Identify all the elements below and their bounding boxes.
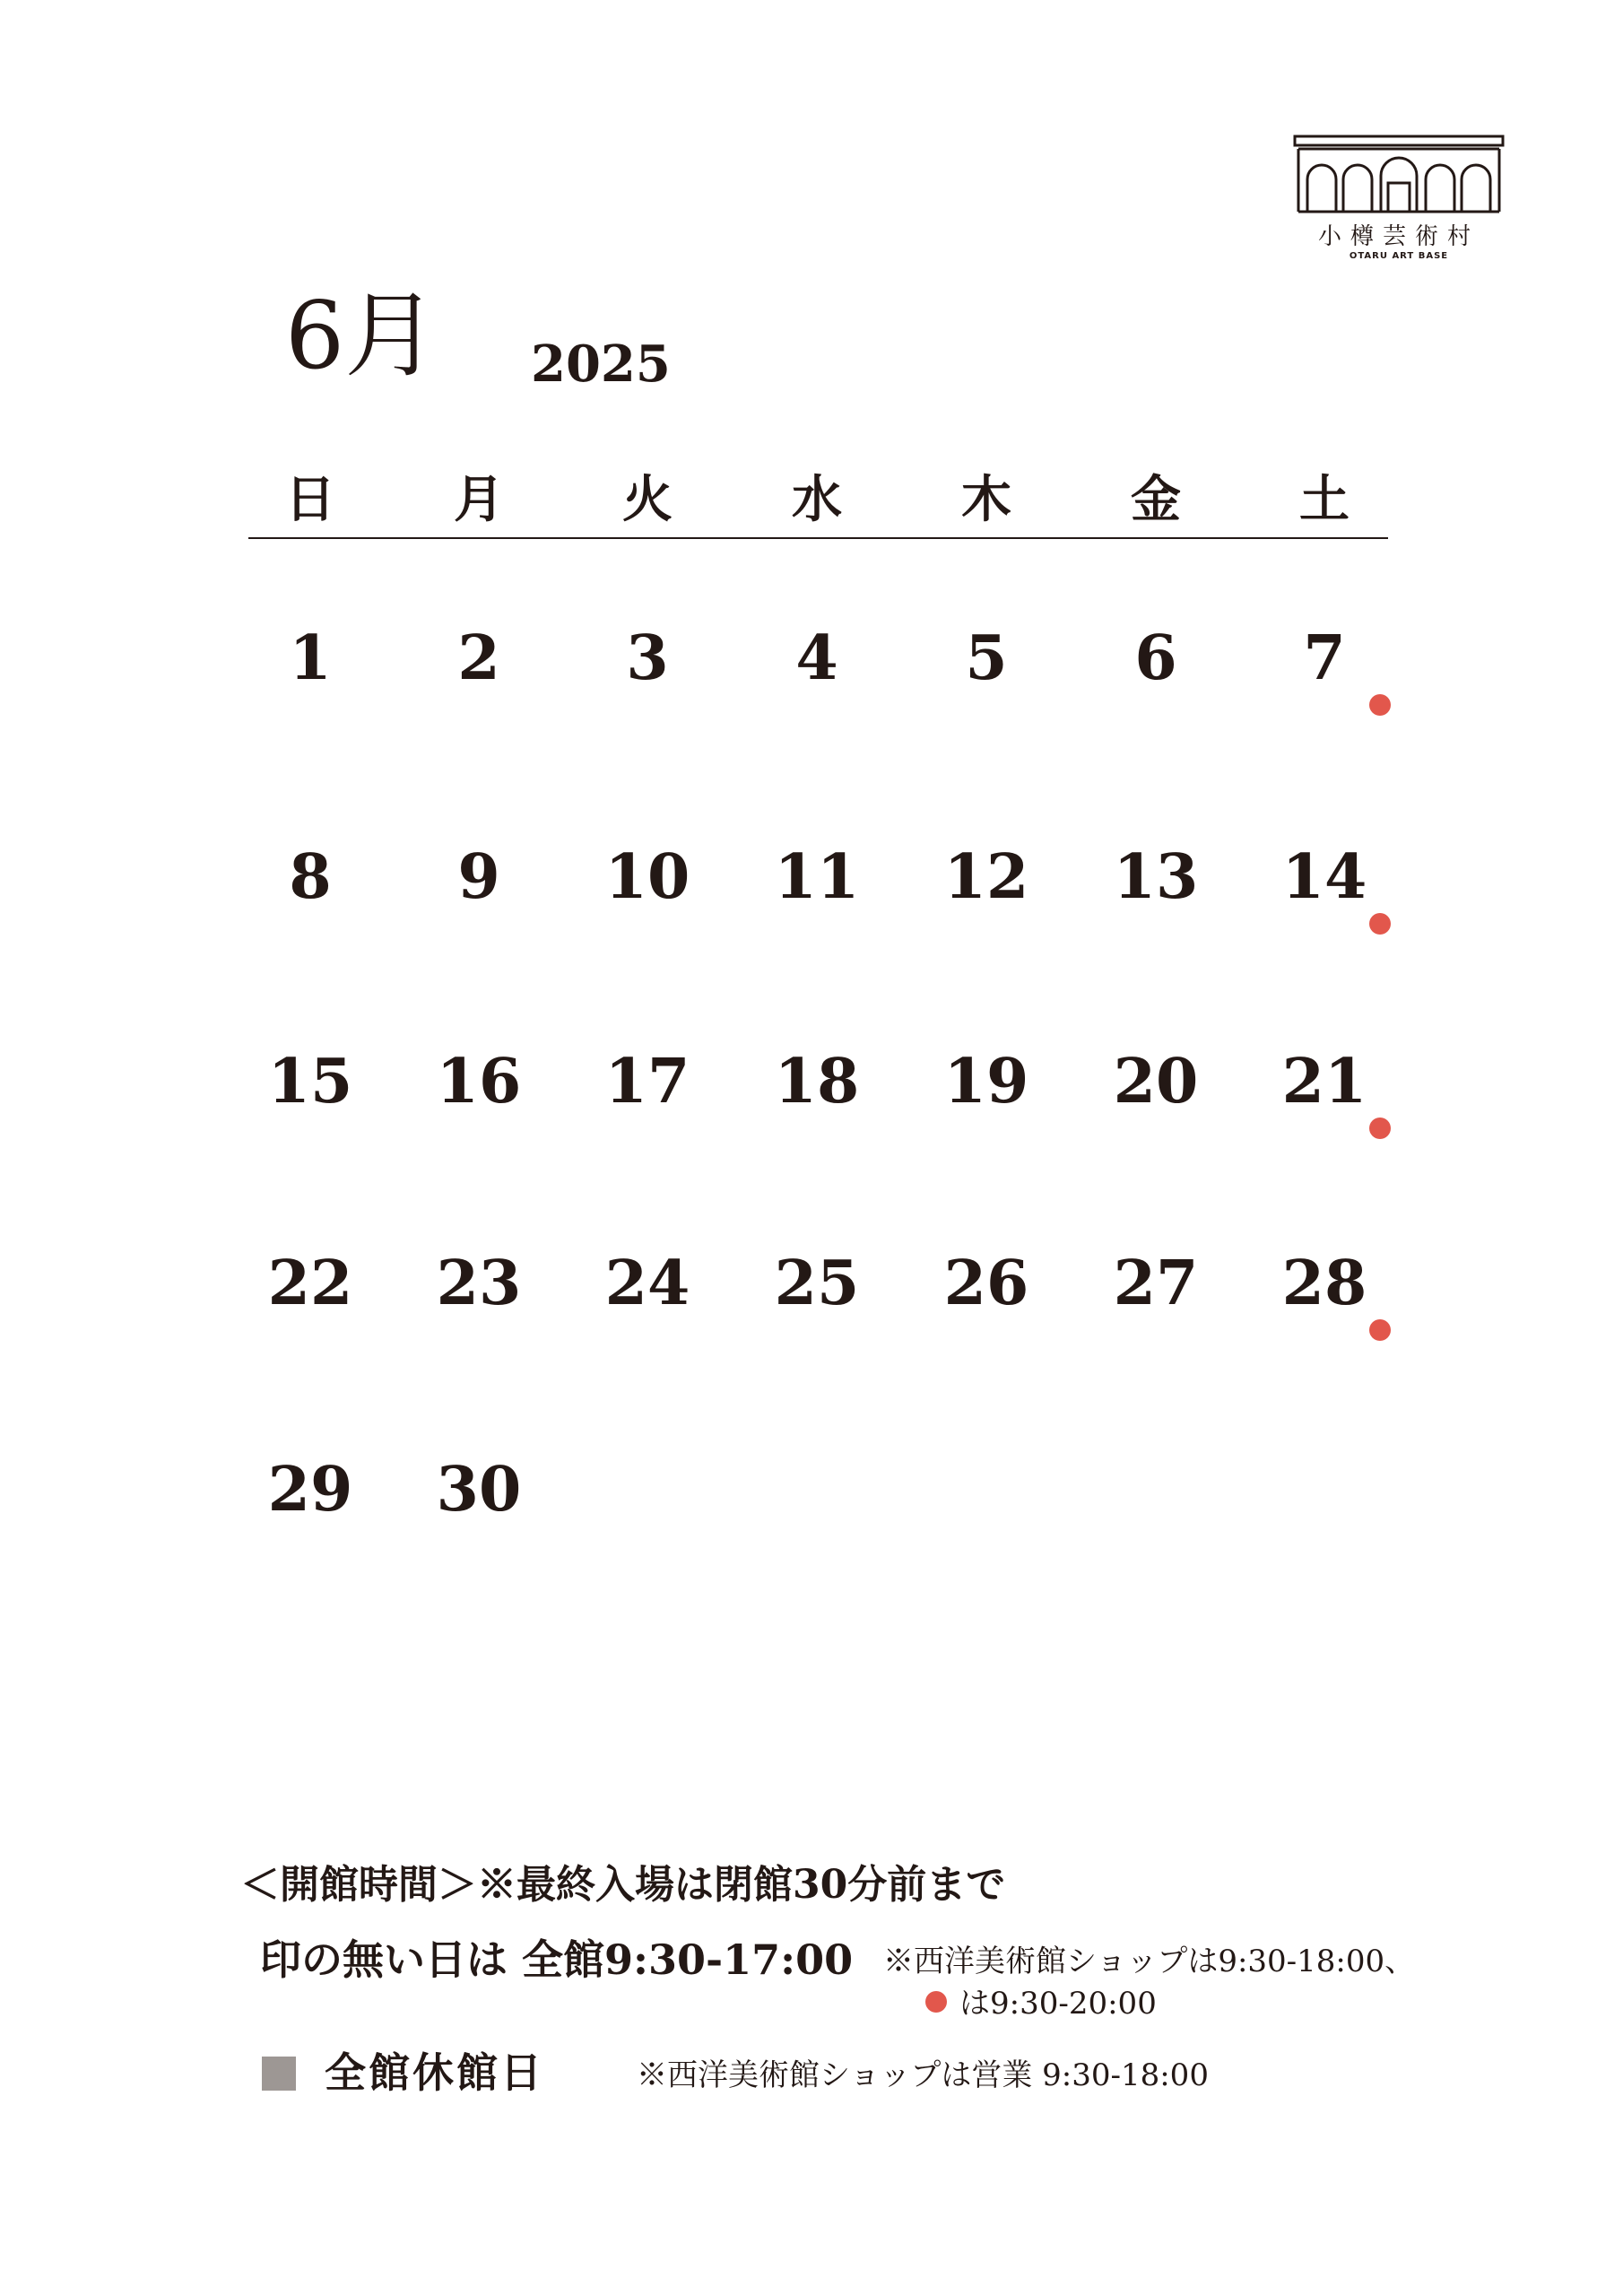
- extended-hours-dot: [1369, 694, 1391, 716]
- day-9: 9: [457, 841, 500, 913]
- extended-hours-dot: [1369, 913, 1391, 935]
- month-title: 6月: [285, 281, 438, 390]
- day-21: 21: [1281, 1046, 1367, 1118]
- day-16: 16: [436, 1046, 522, 1118]
- year-label: 2025: [531, 335, 671, 394]
- day-24: 24: [604, 1248, 690, 1319]
- header-divider: [248, 537, 1388, 539]
- day-5: 5: [965, 622, 1008, 694]
- day-6: 6: [1134, 622, 1177, 694]
- day-11: 11: [774, 841, 860, 913]
- extended-hours-legend-dot: [925, 1991, 947, 2013]
- day-23: 23: [436, 1248, 522, 1319]
- day-14: 14: [1281, 841, 1367, 913]
- day-1: 1: [289, 622, 332, 694]
- opening-hours-heading: ＜開館時間＞※最終入場は閉館30分前まで: [240, 1862, 1006, 1908]
- day-13: 13: [1113, 841, 1199, 913]
- day-17: 17: [604, 1046, 690, 1118]
- weekday-sat: 土: [1299, 470, 1350, 529]
- weekday-mon: 月: [454, 470, 504, 529]
- day-2: 2: [457, 622, 500, 694]
- logo-name-en: OTARU ART BASE: [1349, 251, 1449, 261]
- day-20: 20: [1113, 1046, 1199, 1118]
- extended-hours-note: は9:30-20:00: [959, 1986, 1157, 2022]
- weekday-tue: 火: [622, 470, 673, 529]
- otaru-art-base-logo: [1291, 133, 1506, 267]
- normal-hours-text: 印の無い日は 全館9:30-17:00: [260, 1935, 854, 1984]
- building-icon: [1291, 133, 1506, 218]
- day-26: 26: [943, 1248, 1029, 1319]
- extended-hours-dot: [1369, 1319, 1391, 1341]
- day-4: 4: [795, 622, 838, 694]
- day-8: 8: [289, 841, 332, 913]
- weekday-header: [0, 468, 1623, 531]
- closed-day-label: 全館休館日: [325, 2048, 544, 2097]
- weekday-fri: 金: [1131, 470, 1181, 529]
- extended-hours-dot: [1369, 1118, 1391, 1139]
- day-12: 12: [943, 841, 1029, 913]
- day-15: 15: [267, 1046, 353, 1118]
- day-7: 7: [1303, 622, 1346, 694]
- day-18: 18: [774, 1046, 860, 1118]
- day-25: 25: [754, 1248, 880, 1319]
- day-30: 30: [436, 1454, 522, 1526]
- day-29: 29: [267, 1454, 353, 1526]
- day-10: 10: [604, 841, 690, 913]
- closed-day-shop-note: ※西洋美術館ショップは営業 9:30-18:00: [637, 2057, 1209, 2093]
- day-3: 3: [626, 622, 669, 694]
- day-22: 22: [267, 1248, 353, 1319]
- weekday-thu: 木: [961, 470, 1011, 529]
- weekday-sun: 日: [285, 470, 335, 529]
- shop-hours-note: ※西洋美術館ショップは9:30-18:00、: [883, 1944, 1416, 1979]
- weekday-wed: 水: [792, 470, 842, 529]
- closed-day-legend-square: [262, 2057, 296, 2091]
- logo-name-jp: 小樽芸術村: [1317, 223, 1480, 250]
- day-28: 28: [1281, 1248, 1367, 1319]
- day-27: 27: [1113, 1248, 1199, 1319]
- day-19: 19: [943, 1046, 1029, 1118]
